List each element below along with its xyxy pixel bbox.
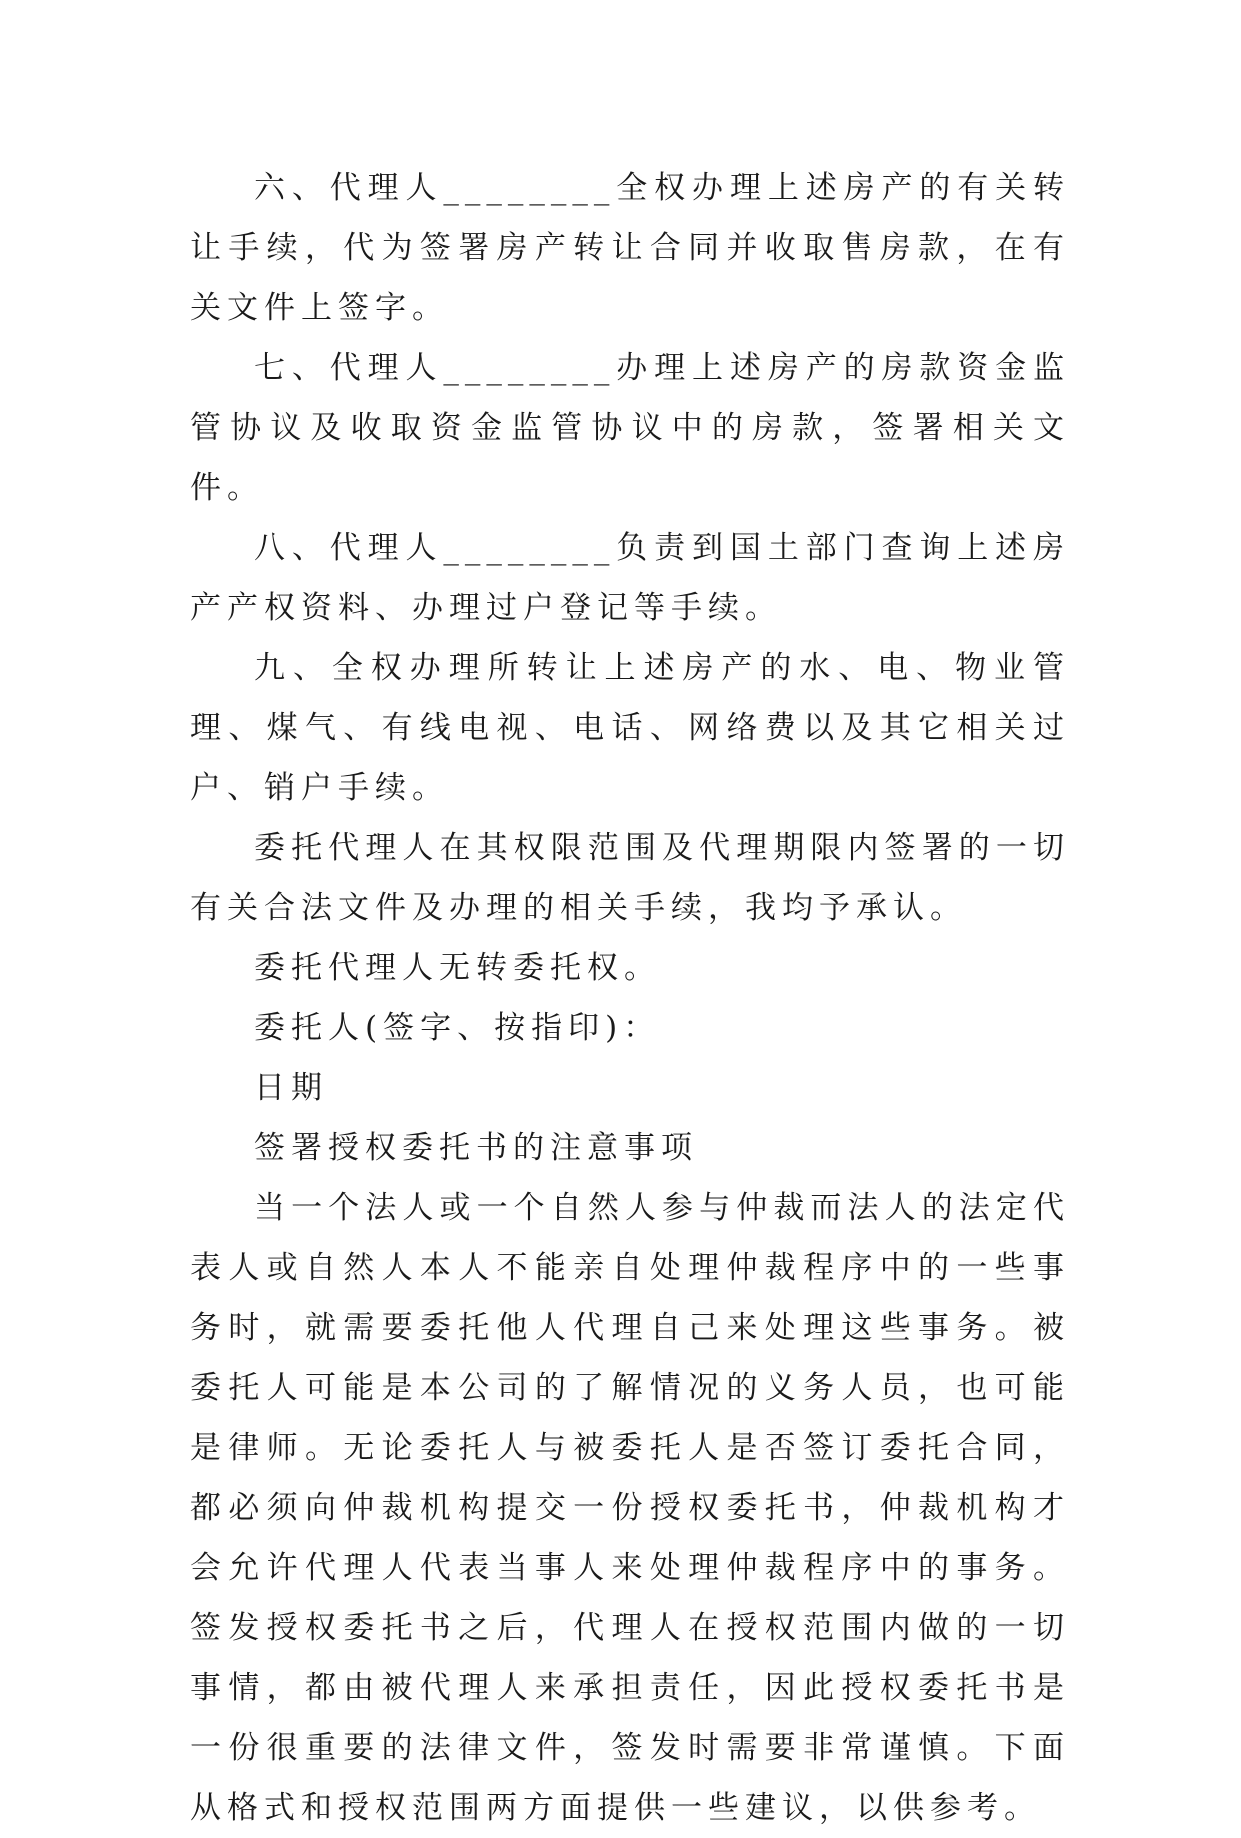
clause-six: 六、代理人________全权办理上述房产的有关转让手续，代为签署房产转让合同并收取售房款，在有关文件上签字。 [190, 170, 1070, 326]
clause-nine: 九、全权办理所转让上述房产的水、电、物业管理、煤气、有线电视、电话、网络费以及其它相关过户、销户手续。 [190, 650, 1070, 806]
notes-heading: 签署授权委托书的注意事项 [254, 1130, 698, 1166]
date-line: 日期 [254, 1070, 328, 1106]
notes-body: 当一个法人或一个自然人参与仲裁而法人的法定代表人或自然人本人不能亲自处理仲裁程序中的一些事务时，就需要委托他人代理自己来处理这些事务。被委托人可能是本公司的了解情况的义务人员，也可能是律师。无论委托人与被委托人是否签订委托合同，都必须向仲裁机构提交一份授权委托书，仲裁机构才会允许代理人代表当事人来处理仲裁程序中的事务。签发授权委托书之后，代理人在授权范围内做的一切事情，都由被代理人来承担责任，因此授权委托书是一份很重要的法律文件，签发时需要非常谨慎。下面从格式和授权范围两方面提供一些建议，以供参考。 [190, 1190, 1070, 1826]
clause-seven: 七、代理人________办理上述房产的房款资金监管协议及收取资金监管协议中的房款，签署相关文件。 [190, 350, 1070, 506]
ratification-paragraph: 委托代理人在其权限范围及代理期限内签署的一切有关合法文件及办理的相关手续，我均予承认。 [190, 830, 1070, 926]
clause-eight: 八、代理人________负责到国土部门查询上述房产产权资料、办理过户登记等手续。 [190, 530, 1070, 626]
no-subdelegation-line: 委托代理人无转委托权。 [254, 950, 661, 986]
principal-signature-line: 委托人(签字、按指印)： [254, 1010, 661, 1046]
document-body [190, 158, 1070, 1838]
